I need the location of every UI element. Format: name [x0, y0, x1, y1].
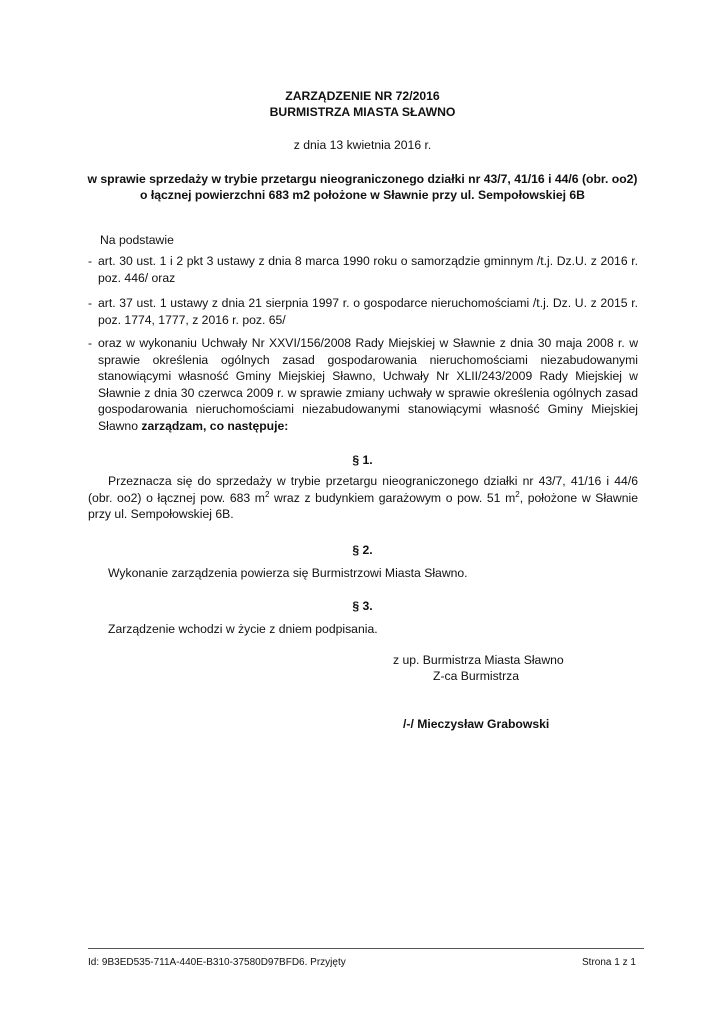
- list-dash: -: [88, 296, 93, 310]
- section-1-text: Przeznacza się do sprzedaży w trybie przetargu nieograniczonego działki nr 43/7, 41/16 i 44/6 (obr. oo2) o łącznej pow. 683 $m^2$ wraz z budynkiem garażowym o pow. 51 $m^2$, położone w Sławnie przy ul. Sempołowskiej 6B.: [88, 474, 638, 521]
- signature-name: /-/ Mieczysław Grabowski: [403, 717, 550, 731]
- document-title: ZARZĄDZENIE NR 72/2016: [285, 89, 440, 103]
- section-2-text: Wykonanie zarządzenia powierza się Burmistrzowi Miasta Sławno.: [108, 566, 468, 580]
- legal-basis-item: [88, 335, 638, 434]
- subject-line-2: o łącznej powierzchni 683 m2 położone w Sławnie przy ul. Sempołowskiej 6B: [140, 188, 585, 202]
- signature-authority: z up. Burmistrza Miasta Sławno: [393, 653, 564, 667]
- section-3-text: Zarządzenie wchodzi w życie z dniem podpisania.: [108, 622, 378, 636]
- document-date: z dnia 13 kwietnia 2016 r.: [293, 138, 432, 152]
- document-id: Id: 9B3ED535-711A-440E-B310-37580D97BFD6. Przyjęty: [88, 957, 346, 968]
- legal-basis-item-text: [98, 335, 638, 434]
- signature-role: Z-ca Burmistrza: [433, 669, 519, 683]
- subject-line-1: w sprawie sprzedaży w trybie przetargu nieograniczonego działki nr 43/7, 41/16 i 44/6 (obr. oo2): [87, 172, 638, 186]
- legal-basis-item: [88, 253, 638, 286]
- issuer-title: BURMISTRZA MIASTA SŁAWNO: [269, 105, 456, 119]
- list-dash: -: [88, 254, 93, 268]
- section-3-heading: § 3.: [352, 599, 373, 613]
- legal-basis-text: oraz w wykonaniu Uchwały Nr XXVI/156/2008 Rady Miejskiej w Sławnie z dnia 30 maja 2008 r. w sprawie określenia ogólnych zasad gospodarowania nieruchomościami niezabudowanymi stanowiącymi własność Gminy Miejskiej Sławno, Uchwały Nr XLII/243/2009 Rady Miejskiej w Sławnie z dnia 30 czerwca 2009 r. w sprawie zmiany uchwały w sprawie określenia ogólnych zasad gospodarowania nieruchomościami niezabudowanymi stanowiącymi własność Gminy Miejskiej Sławno: [98, 336, 638, 433]
- section-1-heading: § 1.: [352, 453, 373, 467]
- legal-basis-item-text: art. 37 ust. 1 ustawy z dnia 21 sierpnia 1997 r. o gospodarce nieruchomościami /t.j. Dz. U. z 2015 r. poz. 1774, 1777, z 2016 r. poz. 65/: [98, 296, 638, 327]
- legal-basis-intro: Na podstawie: [100, 233, 174, 247]
- footer-divider: [88, 948, 644, 949]
- legal-basis-item: [88, 295, 638, 328]
- legal-basis-item-text: art. 30 ust. 1 i 2 pkt 3 ustawy z dnia 8 marca 1990 roku o samorządzie gminnym /t.j. Dz.U. z 2016 r. poz. 446/ oraz: [98, 254, 638, 285]
- list-dash: -: [88, 336, 93, 350]
- decree-phrase: zarządzam, co następuje:: [141, 418, 289, 433]
- page-number: Strona 1 z 1: [582, 957, 636, 968]
- section-2-heading: § 2.: [352, 543, 373, 557]
